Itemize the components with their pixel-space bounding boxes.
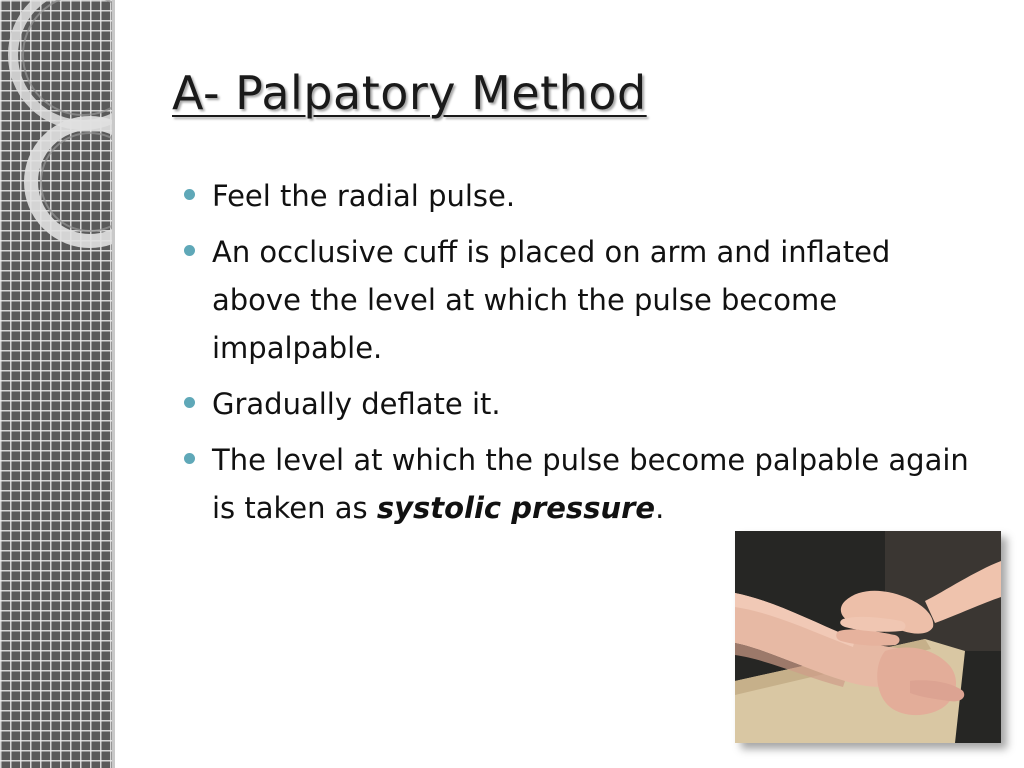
bullet-item <box>182 380 972 428</box>
bullet-text: The level at which the pulse become palpable again is taken as <box>212 443 969 525</box>
strip-edge-divider <box>112 0 115 768</box>
bullet-text: An occlusive cuff is placed on arm and inflated above the level at which the pulse become impalpable. <box>212 235 891 365</box>
bullet-dot-icon <box>184 189 195 200</box>
bullet-item <box>182 228 972 372</box>
pulse-photo <box>735 531 1001 743</box>
bullet-dot-icon <box>184 245 195 256</box>
slide-title: A- Palpatory Method <box>172 66 647 120</box>
bullet-text: Gradually deflate it. <box>212 387 501 421</box>
bullet-item <box>182 436 972 532</box>
bullet-item <box>182 172 972 220</box>
bullet-text-end: . <box>655 491 665 525</box>
decorative-side-strip <box>0 0 112 768</box>
bullet-dot-icon <box>184 453 195 464</box>
bullet-list <box>182 172 972 540</box>
bullet-dot-icon <box>184 397 195 408</box>
pulse-photo-illustration <box>735 531 1001 743</box>
emphasized-term: systolic pressure <box>376 491 656 525</box>
bullet-text: Feel the radial pulse. <box>212 179 516 213</box>
